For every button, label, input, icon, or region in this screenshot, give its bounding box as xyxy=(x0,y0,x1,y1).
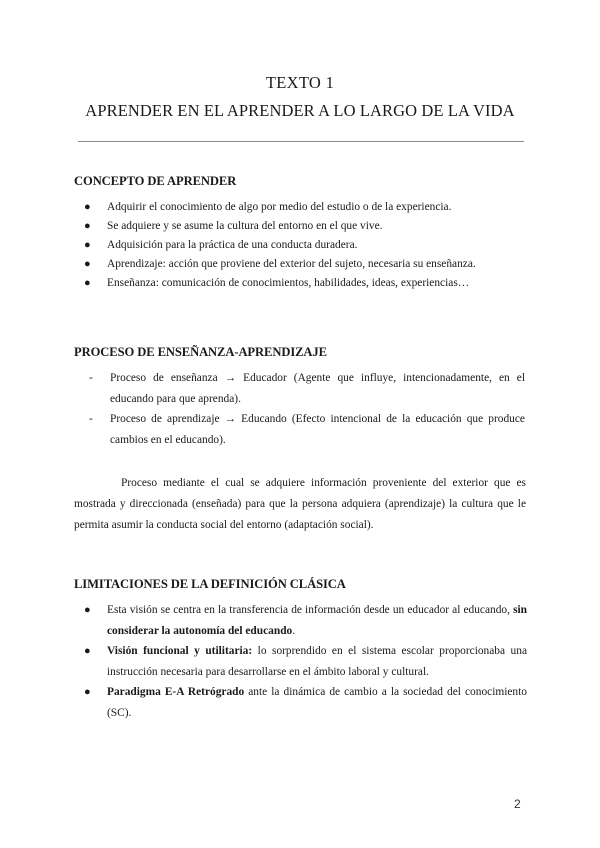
list-item: ● Aprendizaje: acción que proviene del exterior del sujeto, necesaria su enseñanza. xyxy=(84,258,476,270)
bullet-icon: ● xyxy=(84,645,91,657)
list-item: ● Esta visión se centra en la transferencia de información desde un educador al educando, sin considerar la autonomía del educando. xyxy=(84,600,527,641)
dash-marker: - xyxy=(89,372,93,384)
proceso-list xyxy=(89,368,525,450)
concepto-list xyxy=(84,201,524,289)
list-item: ● Paradigma E-A Retrógrado ante la dinámica de cambio a la sociedad del conocimiento (SC). xyxy=(84,682,527,723)
section-heading-concepto: CONCEPTO DE APRENDER xyxy=(74,174,237,188)
dash-marker: - xyxy=(89,413,93,425)
bullet-icon: ● xyxy=(84,258,91,270)
list-item: - Proceso de enseñanza → Educador (Agente que influye, intencionadamente, en el educando para que aprenda). xyxy=(89,368,525,409)
document-subtitle: APRENDER EN EL APRENDER A LO LARGO DE LA VIDA xyxy=(85,101,515,120)
bullet-icon: ● xyxy=(84,201,91,213)
limitaciones-list xyxy=(84,600,527,723)
section-heading-limitaciones: LIMITACIONES DE LA DEFINICIÓN CLÁSICA xyxy=(74,577,346,591)
bullet-icon: ● xyxy=(84,686,91,698)
page-number: 2 xyxy=(514,797,521,811)
bullet-icon: ● xyxy=(84,239,91,251)
bullet-icon: ● xyxy=(84,604,91,616)
proceso-paragraph: Proceso mediante el cual se adquiere información proveniente del exterior que es mostrada y direccionada (enseñada) para que la persona adquiera (aprendizaje) la cultura que le permita asumir la conducta social del entorno (adaptación social). xyxy=(74,477,526,531)
list-item: - Proceso de aprendizaje → Educando (Efecto intencional de la educación que produce cambios en el educando). xyxy=(89,409,525,450)
document-title: TEXTO 1 xyxy=(265,73,335,92)
section-heading-proceso: PROCESO DE ENSEÑANZA-APRENDIZAJE xyxy=(74,345,327,359)
list-item: ● Enseñanza: comunicación de conocimientos, habilidades, ideas, experiencias… xyxy=(84,277,470,289)
title-divider xyxy=(78,141,524,142)
bullet-icon: ● xyxy=(84,220,91,232)
list-item: ● Adquisición para la práctica de una conducta duradera. xyxy=(84,239,358,251)
list-item: ● Adquirir el conocimiento de algo por medio del estudio o de la experiencia. xyxy=(84,201,452,213)
list-item: ● Visión funcional y utilitaria: lo sorprendido en el sistema escolar proporcionaba una instrucción necesaria para desarrollarse en el ámbito laboral y cultural. xyxy=(84,641,527,682)
bullet-icon: ● xyxy=(84,277,91,289)
list-item: ● Se adquiere y se asume la cultura del entorno en el que vive. xyxy=(84,220,383,232)
